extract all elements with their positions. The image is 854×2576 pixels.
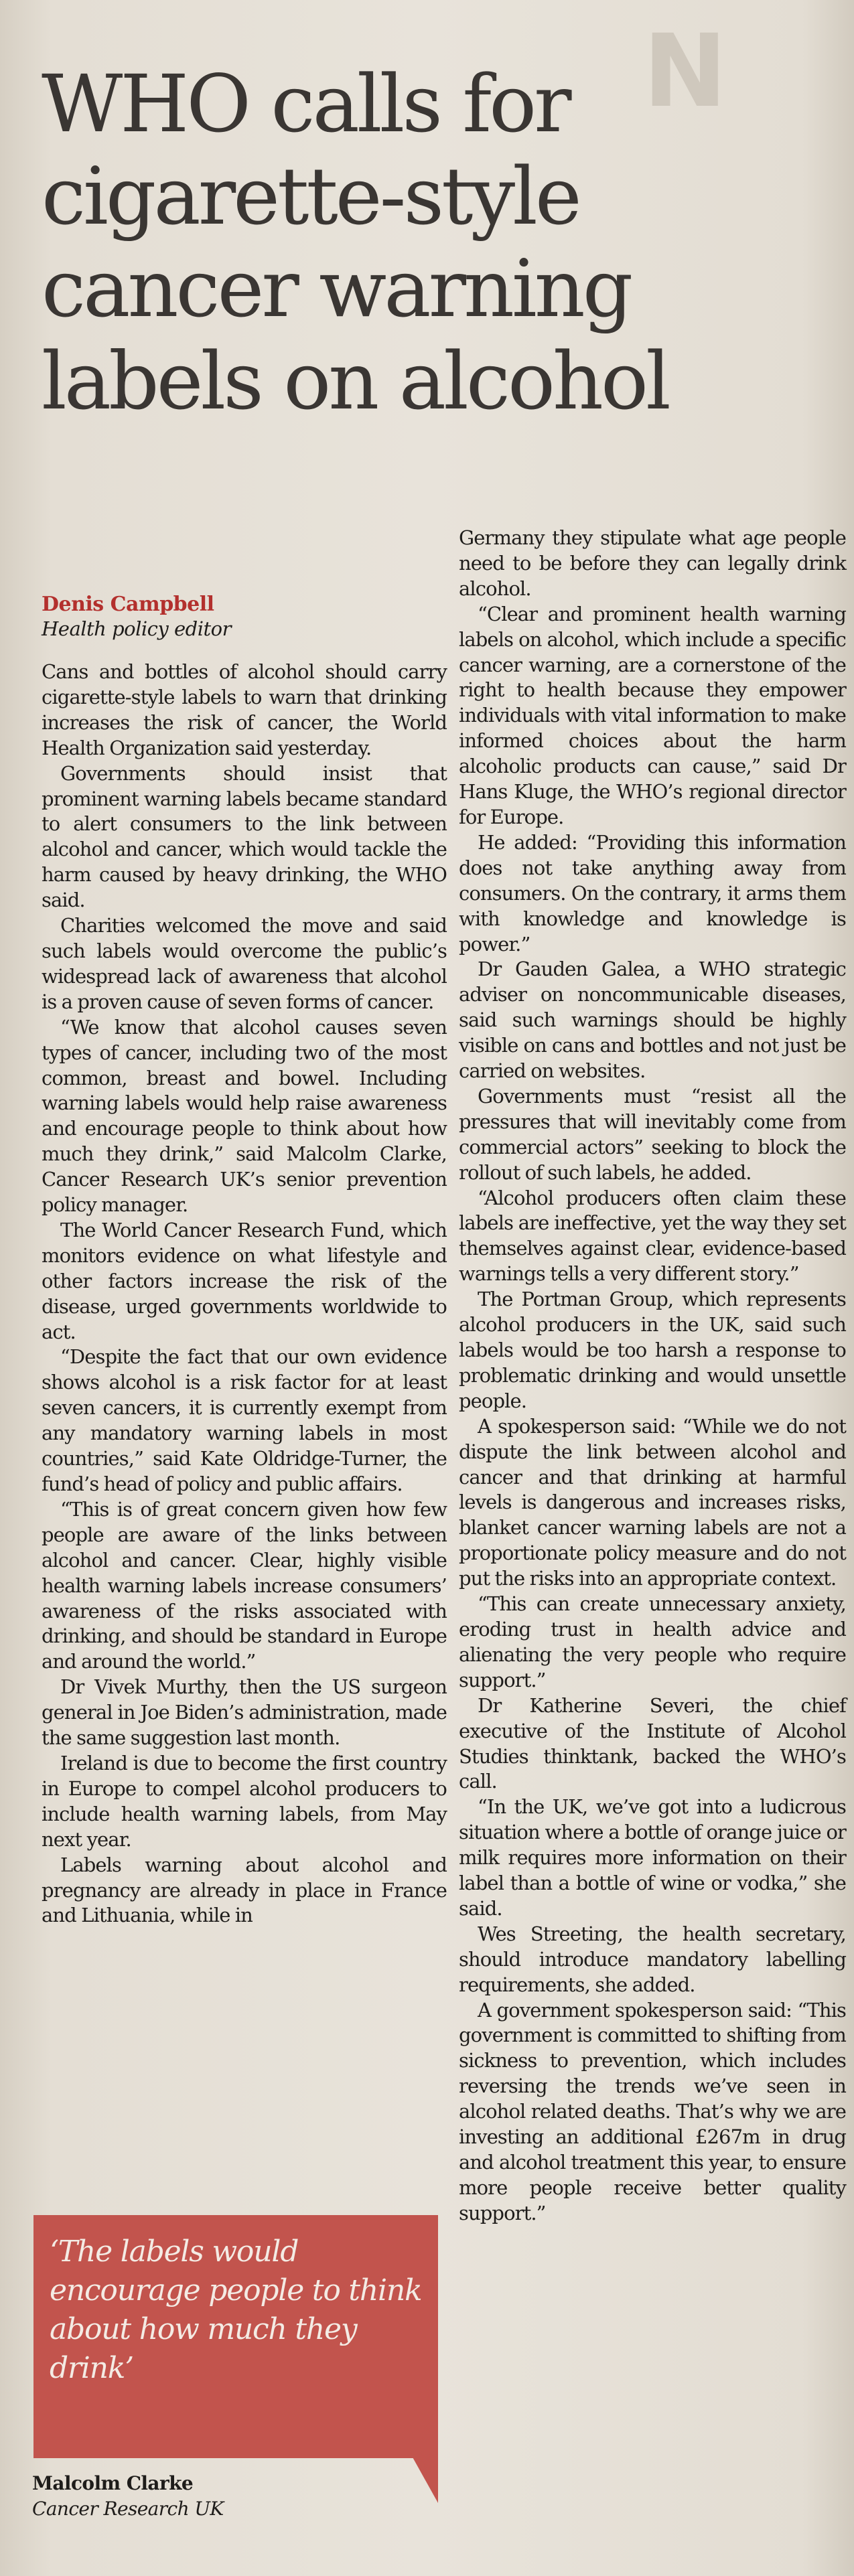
article-paragraph: Ireland is due to become the first country in Europe to compel alcohol producers to include health warning labels, from May next year. [42,1751,447,1851]
byline-author: Denis Campbell [42,593,214,616]
article-column-left [42,660,447,1928]
bleed-through-artifact: N [643,13,725,130]
article-paragraph: Governments must “resist all the pressures that will inevitably come from commercial actors” seeking to block the rollout of such labels, he added. [459,1084,846,1184]
article-paragraph: The Portman Group, which represents alcohol producers in the UK, said such labels would be too harsh a response to problematic drinking and would unsettle people. [459,1288,846,1412]
pull-quote-attribution [32,2471,407,2522]
article-paragraph: Wes Streeting, the health secretary, should introduce mandatory labelling requirements, she added. [459,1922,846,1996]
article-paragraph: “Alcohol producers often claim these labels are ineffective, yet the way they set themselves against clear, evidence-based warnings tells a very different story.” [459,1186,846,1286]
pull-quote-organisation: Cancer Research UK [32,2498,224,2520]
article-paragraph: “Clear and prominent health warning labels on alcohol, which include a specific cancer warning, are a cornerstone of the right to health because they empower individuals with vital information to make informed choices about the harm alcoholic products can cause,” said Dr Hans Kluge, the WHO’s regional director for Europe. [459,602,846,828]
byline-role: Health policy editor [42,617,231,640]
article-paragraph: Cans and bottles of alcohol should carry cigarette-style labels to warn that drinking increases the risk of cancer, the World Health Organization said yesterday. [42,660,447,759]
article-paragraph: Dr Vivek Murthy, then the US surgeon general in Joe Biden’s administration, made the same suggestion last month. [42,1675,447,1750]
article-paragraph: Dr Gauden Galea, a WHO strategic adviser on noncommunicable diseases, said such warnings should be highly visible on cans and bottles and not just be carried on websites. [459,958,846,1083]
article-paragraph: “We know that alcohol causes seven types of cancer, including two of the most common, breast and bowel. Including warning labels would help raise awareness and encourage people to think about how much they drink,” said Malcolm Clarke, Cancer Research UK’s senior prevention policy manager. [42,1015,447,1217]
article-paragraph: A spokesperson said: “While we do not dispute the link between alcohol and cancer and that drinking at harmful levels is dangerous and increases risks, blanket cancer warning labels are not a proportionate policy measure and do not put the risks into an appropriate context. [459,1414,846,1590]
headline: WHO calls for cigarette-style cancer warning labels on alcohol [42,58,668,427]
article-paragraph: Governments should insist that prominent warning labels became standard to alert consumers to the link between alcohol and cancer, which would tackle the harm caused by heavy drinking, the WHO said. [42,761,447,912]
article-paragraph: A government spokesperson said: “This government is committed to shifting from sickness to prevention, which includes reversing the trends we’ve seen in alcohol related deaths. That’s why we are investing an additional £267m in drug and alcohol treatment this year, to ensure more people receive better quality support.” [459,1998,846,2224]
article-paragraph: Germany they stipulate what age people need to be before they can legally drink alcohol. [459,526,846,600]
pull-quote-text: ‘The labels would encourage people to think about how much they drink’ [50,2234,422,2385]
pull-quote-name: Malcolm Clarke [32,2472,194,2494]
pull-quote-tail [412,2456,438,2503]
article-paragraph: Dr Katherine Severi, the chief executive of the Institute of Alcohol Studies thinktank, backed the WHO’s call. [459,1693,846,1793]
article-paragraph: “Despite the fact that our own evidence shows alcohol is a risk factor for at least seven cancers, it is currently exempt from any mandatory warning labels in most countries,” said Kate Oldridge-Turner, the fund’s head of policy and public affairs. [42,1345,447,1495]
article-paragraph: “This is of great concern given how few people are aware of the links between alcohol and cancer. Clear, highly visible health warning labels increase consumers’ awareness of the risks associated with drinking, and should be standard in Europe and around the world.” [42,1497,447,1673]
byline [42,593,443,641]
article-paragraph: “In the UK, we’ve got into a ludicrous situation where a bottle of orange juice or milk requires more information on their label than a bottle of wine or vodka,” she said. [459,1795,846,1920]
article-paragraph: He added: “Providing this information does not take anything away from consumers. On the contrary, it arms them with knowledge and knowledge is power.” [459,830,846,956]
article-paragraph: The World Cancer Research Fund, which monitors evidence on what lifestyle and other factors increase the risk of the disease, urged governments worldwide to act. [42,1218,447,1343]
article-paragraph: Labels warning about alcohol and pregnancy are already in place in France and Lithuania, while in [42,1853,447,1927]
article-paragraph: “This can create unnecessary anxiety, eroding trust in health advice and alienating the very people who require support.” [459,1592,846,1691]
article-paragraph: Charities welcomed the move and said such labels would overcome the public’s widespread lack of awareness that alcohol is a proven cause of seven forms of cancer. [42,914,447,1013]
article-column-right [459,526,846,2226]
pull-quote-box [33,2215,438,2458]
